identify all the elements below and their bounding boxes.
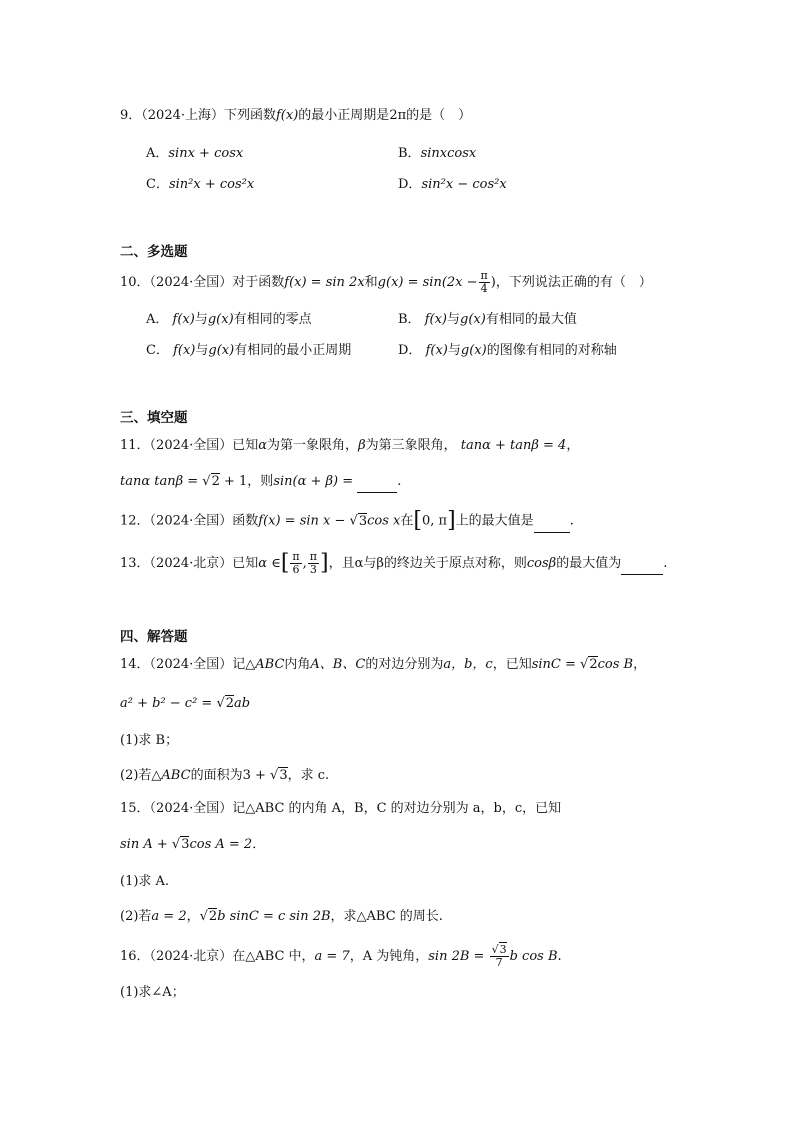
q9-option-b[interactable]: B．sinxcosx [398,146,477,161]
question-10-stem: 10．（2024·全国）对于函数f(x) = sin 2x和g(x) = sin(2x − $\frac{\pi}{4}$ )，下列说法正确的有（ ） [120,269,652,295]
q9-func: f(x) [276,108,299,123]
section-title-solution: 四、解答题 [120,629,188,645]
q10-option-c[interactable]: C． f(x)与g(x)有相同的最小正周期 [146,343,352,358]
question-14-part2: (2)若△ABC的面积为3 + √3，求 c. [120,768,330,783]
q10-option-a[interactable]: A． f(x)与g(x)有相同的零点 [146,312,312,327]
question-14-line1: 14．（2024·全国）记△ABC内角A、B、C的对边分别为a，b，c，已知sinC = √2cos B， [120,657,647,672]
question-16: 16．（2024·北京）在△ABC 中，a = 7，A 为钝角，sin 2B = $\frac{√3}{7}$ b cos B. [120,943,562,969]
question-15-part1: (1)求 A. [120,874,170,889]
section-title-fill-in: 三、填空题 [120,410,188,426]
question-12: 12．（2024·全国）函数f(x) = sin x − √3cos x在[0, π]上的最大值是 . [120,508,574,533]
q9-option-c[interactable]: C．sin²x + cos²x [146,177,255,192]
q11-answer-blank[interactable] [357,472,397,493]
section-title-multiple-choice: 二、多选题 [120,244,188,260]
question-13: 13．（2024·北京）已知α ∈[ $\frac{\pi}{6}$ , $\frac{\pi}{3}$ ]，且α与β的终边关于原点对称，则cosβ的最大值为 . [120,550,668,576]
question-11-line2: tanα tanβ = √2 + 1，则sin(α + β) = . [120,472,401,493]
q10-fraction: $\frac{\pi}{4}$ [480,269,488,295]
q10-option-b[interactable]: B． f(x)与g(x)有相同的最大值 [398,312,577,327]
q12-answer-blank[interactable] [534,512,570,533]
question-15-line2: sin A + √3cos A = 2． [120,837,266,852]
q9-option-a[interactable]: A．sinx + cosx [146,146,244,161]
question-15-part2: (2)若a = 2，√2b sinC = c sin 2B，求△ABC 的周长. [120,909,443,924]
question-14-part1: (1)求 B； [120,733,179,748]
q13-answer-blank[interactable] [621,554,663,575]
q10-option-d[interactable]: D． f(x)与g(x)的图像有相同的对称轴 [398,343,617,358]
q9-option-d[interactable]: D．sin²x − cos²x [398,177,507,192]
question-15-line1: 15．（2024·全国）记△ABC 的内角 A，B，C 的对边分别为 a，b，c，已知 [120,801,562,816]
question-14-line2: a² + b² − c² = √2ab [120,696,251,711]
q16-fraction: $\frac{√3}{7}$ [491,943,507,969]
q9-period: 2π [389,108,407,123]
question-16-part1: (1)求∠A； [120,985,185,1000]
question-11-line1: 11．（2024·全国）已知α为第一象限角，β为第三象限角， tanα + tanβ = 4， [120,438,580,453]
question-9-stem: 9．（2024·上海）下列函数f(x)的最小正周期是2π的是（ ） [120,108,472,123]
